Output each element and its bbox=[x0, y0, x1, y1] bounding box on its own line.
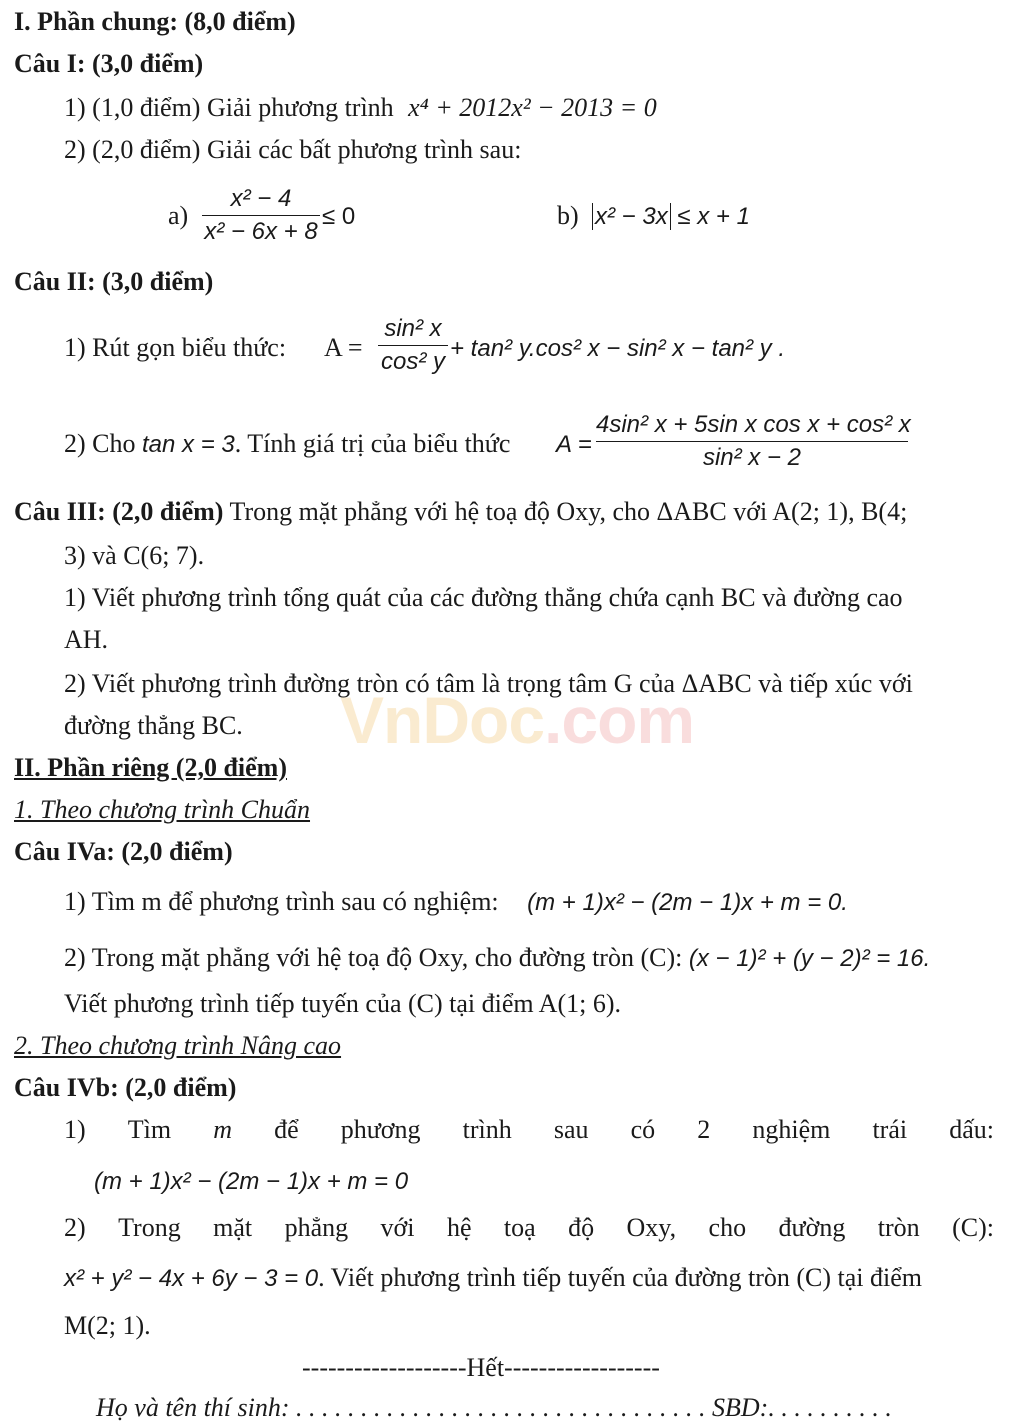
q2-item1-numerator: sin² x bbox=[384, 315, 442, 342]
q1-b-abs: x² − 3x bbox=[592, 203, 671, 230]
q4b-heading: Câu IVb: (2,0 điểm) bbox=[14, 1073, 237, 1102]
q4b-item2c: M(2; 1). bbox=[64, 1311, 151, 1340]
q4b-word: 2) bbox=[64, 1213, 86, 1242]
q1-item2: 2) (2,0 điểm) Giải các bất phương trình sau: bbox=[64, 135, 522, 164]
q4a-item1-math: (m + 1)x² − (2m − 1)x + m = 0. bbox=[527, 889, 848, 916]
q1-a-numerator: x² − 4 bbox=[230, 185, 292, 212]
q4b-word: 2 bbox=[697, 1115, 711, 1144]
q1-item1-math: x⁴ + 2012x² − 2013 = 0 bbox=[408, 93, 657, 122]
q2-item2-numerator: 4sin² x + 5sin x cos x + cos² x bbox=[596, 411, 911, 438]
q2-item2-text: 2) Cho bbox=[64, 429, 136, 458]
q3-intro2: 3) và C(6; 7). bbox=[64, 541, 205, 570]
q1-heading: Câu I: (3,0 điểm) bbox=[14, 49, 204, 78]
q4b-word: toạ bbox=[503, 1213, 536, 1242]
q1-a-denominator: x² − 6x + 8 bbox=[204, 218, 318, 245]
q4b-word: sau bbox=[553, 1115, 589, 1144]
q4b-word: với bbox=[380, 1213, 415, 1242]
q4a-item2-math: (x − 1)² + (y − 2)² = 16. bbox=[688, 945, 931, 972]
q2-item1-text: 1) Rút gọn biểu thức: bbox=[64, 333, 287, 362]
part2-heading: II. Phần riêng (2,0 điểm) bbox=[14, 753, 287, 782]
q2-heading: Câu II: (3,0 điểm) bbox=[14, 267, 214, 296]
q4b-word: dấu: bbox=[949, 1115, 994, 1144]
program-standard: 1. Theo chương trình Chuẩn bbox=[14, 795, 311, 824]
program-advanced: 2. Theo chương trình Nâng cao bbox=[14, 1031, 342, 1060]
q4b-word: phương bbox=[340, 1115, 421, 1144]
q1-b-math bbox=[592, 201, 750, 233]
watermark-text-1: VnDoc bbox=[340, 683, 545, 757]
q4b-word: Oxy, bbox=[626, 1213, 677, 1242]
q1-b-relation: ≤ x + 1 bbox=[677, 203, 750, 230]
q1-b-label bbox=[557, 200, 579, 232]
candidate-info: Họ và tên thí sinh: . . . . . . . . . . . . . . . . . . . . . . . . . . . . . . . . SBD:. . . . . . . . . . bbox=[96, 1393, 892, 1422]
q4b-word: trình bbox=[462, 1115, 512, 1144]
q4b-item1-line bbox=[64, 1114, 994, 1146]
q4b-word: hệ bbox=[446, 1213, 472, 1242]
q1-item1 bbox=[64, 92, 657, 124]
q4b-word: mặt bbox=[213, 1213, 253, 1242]
q4a-heading: Câu IVa: (2,0 điểm) bbox=[14, 837, 233, 866]
q4b-word: Trong bbox=[118, 1213, 181, 1242]
q4b-word: tròn bbox=[877, 1213, 920, 1242]
q4b-word: cho bbox=[708, 1213, 747, 1242]
q4b-word: đường bbox=[778, 1213, 846, 1242]
q3-item1b: AH. bbox=[64, 625, 109, 654]
q4b-word: để bbox=[274, 1115, 299, 1144]
q4b-word: trái bbox=[872, 1115, 908, 1144]
q2-item2-lhs: A = bbox=[556, 431, 592, 458]
q2-item1-rest: + tan² y.cos² x − sin² x − tan² y . bbox=[450, 335, 786, 362]
q3-heading: Câu III: (2,0 điểm) bbox=[14, 497, 224, 526]
q1-b-label-text: b) bbox=[557, 201, 579, 230]
q4b-item2-math: x² + y² − 4x + 6y − 3 = 0 bbox=[64, 1265, 319, 1292]
q4b-item2-eq-line bbox=[64, 1262, 922, 1295]
watermark-text-2: .com bbox=[544, 683, 695, 757]
q4b-word: độ bbox=[568, 1213, 595, 1242]
q4b-word: phẳng bbox=[284, 1213, 349, 1242]
q2-item2 bbox=[64, 428, 510, 461]
q4b-item2-line bbox=[64, 1212, 994, 1244]
q3-item2: 2) Viết phương trình đường tròn có tâm là trọng tâm G của ΔABC và tiếp xúc với bbox=[64, 669, 913, 698]
q4b-item2-text: . Viết phương trình tiếp tuyến của đường tròn (C) tại điểm bbox=[318, 1263, 923, 1292]
q4a-item2 bbox=[64, 942, 930, 975]
q4a-item1-text: 1) Tìm m để phương trình sau có nghiệm: bbox=[64, 887, 499, 916]
q4b-word: (C): bbox=[952, 1213, 994, 1242]
q4b-word: m bbox=[213, 1115, 232, 1144]
q2-item2-denominator: sin² x − 2 bbox=[702, 444, 802, 471]
q1-a-relation: ≤ 0 bbox=[322, 203, 356, 230]
q3-item2b: đường thẳng BC. bbox=[64, 711, 243, 740]
q2-item2-text2: . Tính giá trị của biểu thức bbox=[234, 429, 511, 458]
part1-heading: I. Phần chung: (8,0 điểm) bbox=[14, 7, 296, 36]
q3-intro: Trong mặt phẳng với hệ toạ độ Oxy, cho ΔABC với A(2; 1), B(4; bbox=[229, 497, 908, 526]
q1-a-fraction bbox=[202, 184, 320, 247]
q2-item1-denominator: cos² y bbox=[380, 348, 445, 375]
q4b-word: có bbox=[630, 1115, 656, 1144]
q4b-word: 1) bbox=[64, 1115, 86, 1144]
q1-a-label: a) bbox=[168, 201, 189, 230]
q3-item1: 1) Viết phương trình tổng quát của các đường thẳng chứa cạnh BC và đường cao bbox=[64, 583, 903, 612]
q4b-word: Tìm bbox=[127, 1115, 172, 1144]
q2-item2-cond: tan x = 3 bbox=[142, 431, 235, 458]
q4a-item2b: Viết phương trình tiếp tuyến của (C) tại điểm A(1; 6). bbox=[64, 989, 621, 1018]
q4b-item1-math: (m + 1)x² − (2m − 1)x + m = 0 bbox=[94, 1168, 409, 1195]
q2-item1-fraction bbox=[378, 314, 448, 377]
q3-intro-line bbox=[14, 496, 907, 528]
q2-item1-lhs: A = bbox=[324, 333, 363, 362]
end-marker: -------------------Hết------------------ bbox=[302, 1353, 660, 1382]
q4b-word: nghiệm bbox=[752, 1115, 831, 1144]
q4a-item1 bbox=[64, 886, 848, 919]
q2-item2-fraction bbox=[596, 410, 911, 473]
q4a-item2-text: 2) Trong mặt phẳng với hệ toạ độ Oxy, cho đường tròn (C): bbox=[64, 943, 683, 972]
q1-item1-text: 1) (1,0 điểm) Giải phương trình bbox=[64, 93, 394, 122]
